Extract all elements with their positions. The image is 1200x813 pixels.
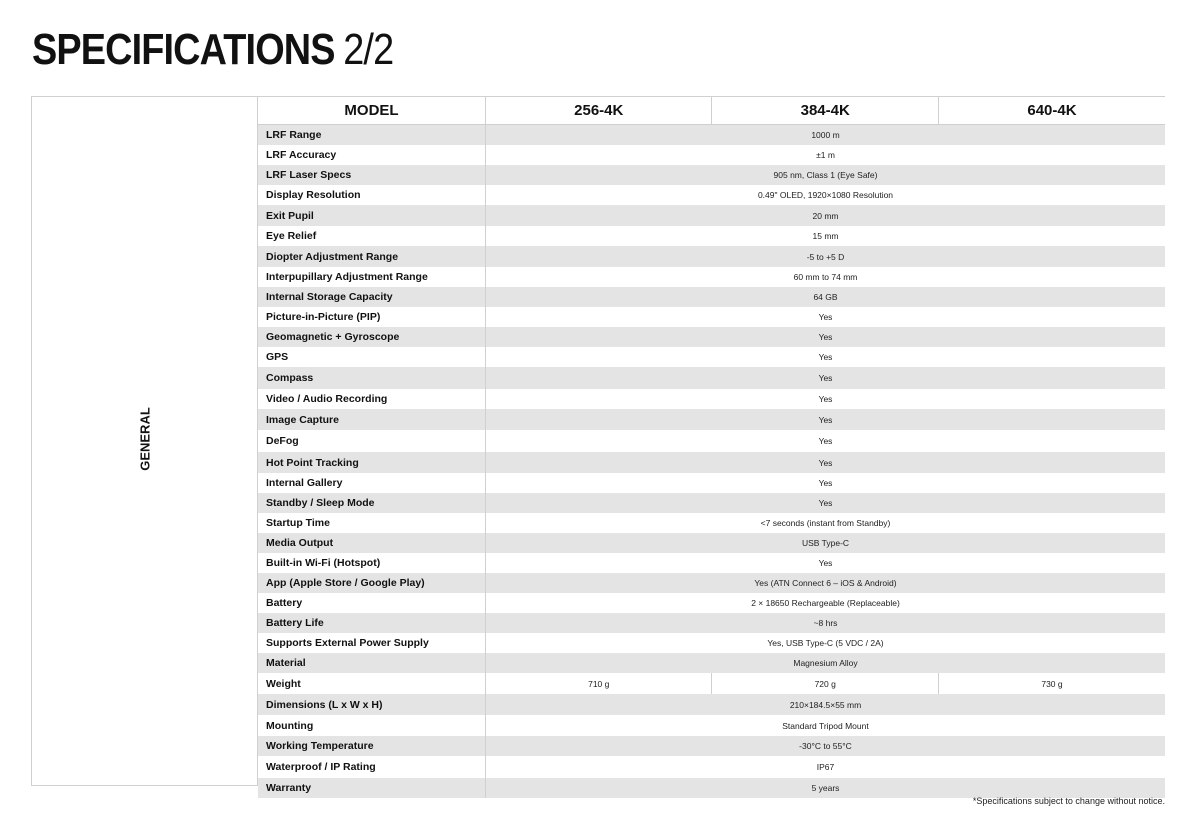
spec-value: 2 × 18650 Rechargeable (Replaceable) xyxy=(486,593,1166,613)
spec-value: 5 years xyxy=(486,778,1166,798)
table-row xyxy=(258,307,1165,327)
spec-label: Built-in Wi-Fi (Hotspot) xyxy=(258,553,486,573)
spec-label: Diopter Adjustment Range xyxy=(258,246,486,267)
spec-label: Working Temperature xyxy=(258,736,486,756)
header-640-4k: 640-4K xyxy=(938,97,1165,125)
table-row xyxy=(258,430,1165,452)
table-row xyxy=(258,389,1165,409)
page-title-main: SPECIFICATIONS xyxy=(32,25,335,74)
spec-label: Media Output xyxy=(258,533,486,553)
table-row xyxy=(258,613,1165,633)
spec-sheet xyxy=(31,96,1165,794)
table-row xyxy=(258,347,1165,367)
table-row xyxy=(258,694,1165,715)
spec-label: Mounting xyxy=(258,715,486,736)
spec-value: Yes xyxy=(486,409,1166,430)
table-row xyxy=(258,513,1165,533)
table-row xyxy=(258,145,1165,165)
table-row xyxy=(258,633,1165,653)
spec-value: ~8 hrs xyxy=(486,613,1166,633)
spec-value: Yes xyxy=(486,367,1166,389)
spec-value: Yes xyxy=(486,389,1166,409)
table-row xyxy=(258,553,1165,573)
spec-table xyxy=(258,97,1165,798)
table-row xyxy=(258,473,1165,493)
spec-label: LRF Laser Specs xyxy=(258,165,486,185)
table-row xyxy=(258,778,1165,798)
spec-value: ±1 m xyxy=(486,145,1166,165)
spec-label: Material xyxy=(258,653,486,673)
table-row xyxy=(258,756,1165,778)
table-header-row xyxy=(258,97,1165,125)
table-row xyxy=(258,593,1165,613)
spec-value: 720 g xyxy=(712,673,938,694)
spec-label: Hot Point Tracking xyxy=(258,452,486,473)
spec-label: Supports External Power Supply xyxy=(258,633,486,653)
spec-label: Standby / Sleep Mode xyxy=(258,493,486,513)
spec-value: Yes xyxy=(486,493,1166,513)
table-row xyxy=(258,715,1165,736)
table-row xyxy=(258,327,1165,347)
table-row xyxy=(258,125,1165,146)
spec-label: LRF Range xyxy=(258,125,486,146)
table-row xyxy=(258,287,1165,307)
spec-label: Video / Audio Recording xyxy=(258,389,486,409)
table-row xyxy=(258,267,1165,287)
table-row xyxy=(258,452,1165,473)
spec-label: Battery Life xyxy=(258,613,486,633)
spec-value: 210×184.5×55 mm xyxy=(486,694,1166,715)
spec-value: 1000 m xyxy=(486,125,1166,146)
spec-label: GPS xyxy=(258,347,486,367)
table-row xyxy=(258,533,1165,553)
spec-label: Internal Storage Capacity xyxy=(258,287,486,307)
spec-label: Internal Gallery xyxy=(258,473,486,493)
spec-value: Yes xyxy=(486,347,1166,367)
spec-value: Yes xyxy=(486,327,1166,347)
header-384-4k: 384-4K xyxy=(712,97,938,125)
page-number: 2/2 xyxy=(343,25,394,74)
spec-label: Dimensions (L x W x H) xyxy=(258,694,486,715)
spec-label: Geomagnetic + Gyroscope xyxy=(258,327,486,347)
table-row xyxy=(258,205,1165,226)
spec-label: Eye Relief xyxy=(258,226,486,246)
spec-value: 15 mm xyxy=(486,226,1166,246)
table-row xyxy=(258,409,1165,430)
spec-value: 905 nm, Class 1 (Eye Safe) xyxy=(486,165,1166,185)
spec-label: Image Capture xyxy=(258,409,486,430)
spec-label: LRF Accuracy xyxy=(258,145,486,165)
table-row xyxy=(258,573,1165,593)
spec-label: DeFog xyxy=(258,430,486,452)
spec-value: Standard Tripod Mount xyxy=(486,715,1166,736)
spec-value: Yes xyxy=(486,553,1166,573)
spec-value: Yes, USB Type-C (5 VDC / 2A) xyxy=(486,633,1166,653)
spec-value: IP67 xyxy=(486,756,1166,778)
spec-value: Yes xyxy=(486,473,1166,493)
spec-label: Battery xyxy=(258,593,486,613)
table-row xyxy=(258,185,1165,205)
spec-value: <7 seconds (instant from Standby) xyxy=(486,513,1166,533)
spec-label: Exit Pupil xyxy=(258,205,486,226)
spec-label: Interpupillary Adjustment Range xyxy=(258,267,486,287)
header-256-4k: 256-4K xyxy=(486,97,712,125)
spec-value: USB Type-C xyxy=(486,533,1166,553)
table-row xyxy=(258,246,1165,267)
spec-table-body xyxy=(258,125,1165,799)
spec-label: Waterproof / IP Rating xyxy=(258,756,486,778)
table-row xyxy=(258,367,1165,389)
spec-value: -30°C to 55°C xyxy=(486,736,1166,756)
header-model: MODEL xyxy=(258,97,486,125)
spec-label: Weight xyxy=(258,673,486,694)
spec-value: -5 to +5 D xyxy=(486,246,1166,267)
table-row xyxy=(258,493,1165,513)
spec-label: App (Apple Store / Google Play) xyxy=(258,573,486,593)
spec-value: Yes xyxy=(486,430,1166,452)
spec-value: 20 mm xyxy=(486,205,1166,226)
footnote: *Specifications subject to change without notice. xyxy=(972,796,1165,806)
page-title xyxy=(32,24,393,76)
spec-label: Startup Time xyxy=(258,513,486,533)
spec-label: Picture-in-Picture (PIP) xyxy=(258,307,486,327)
spec-label: Warranty xyxy=(258,778,486,798)
table-row xyxy=(258,653,1165,673)
spec-value: 60 mm to 74 mm xyxy=(486,267,1166,287)
spec-value: Magnesium Alloy xyxy=(486,653,1166,673)
spec-label: Display Resolution xyxy=(258,185,486,205)
spec-label: Compass xyxy=(258,367,486,389)
spec-value: 710 g xyxy=(486,673,712,694)
spec-value: 730 g xyxy=(938,673,1165,694)
table-row xyxy=(258,673,1165,694)
section-column xyxy=(32,97,258,785)
table-row xyxy=(258,226,1165,246)
spec-value: Yes xyxy=(486,307,1166,327)
spec-value: 0.49" OLED, 1920×1080 Resolution xyxy=(486,185,1166,205)
spec-value: 64 GB xyxy=(486,287,1166,307)
section-label: GENERAL xyxy=(137,407,153,471)
table-row xyxy=(258,736,1165,756)
table-row xyxy=(258,165,1165,185)
spec-value: Yes xyxy=(486,452,1166,473)
spec-value: Yes (ATN Connect 6 – iOS & Android) xyxy=(486,573,1166,593)
